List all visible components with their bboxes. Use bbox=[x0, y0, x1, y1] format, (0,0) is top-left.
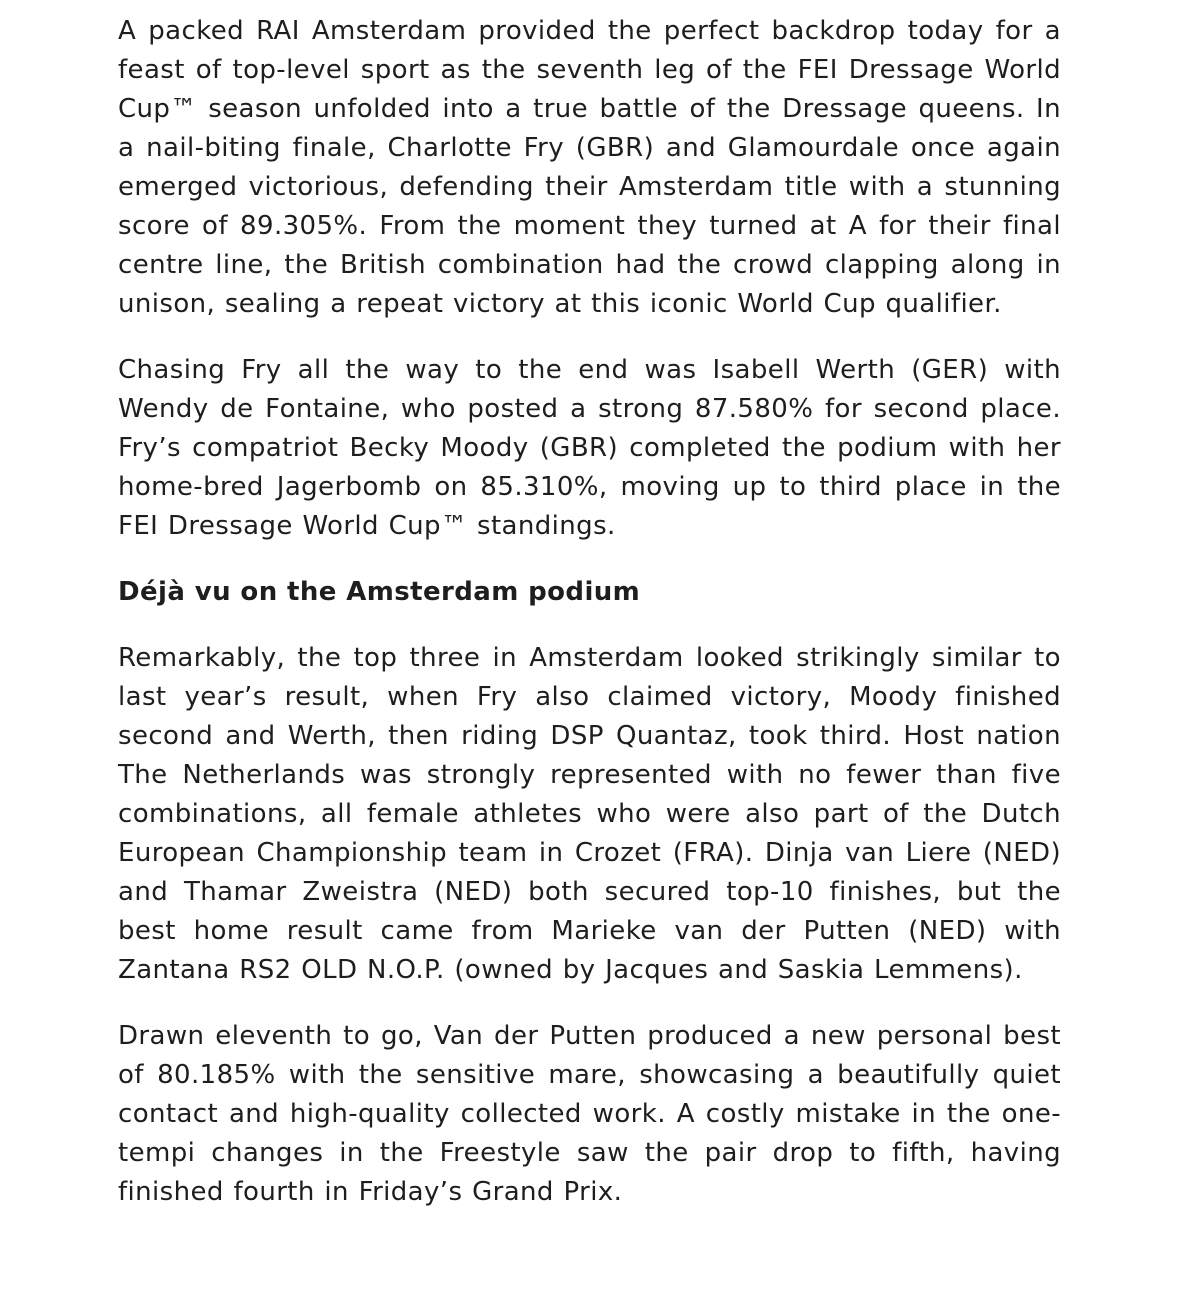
paragraph-intro-2: Chasing Fry all the way to the end was Isabell Werth (GER) with Wendy de Fontaine, who posted a strong 87.580% for second place. Fry’s compatriot Becky Moody (GBR) completed the podium with her home-bred Jagerbomb on 85.310%, moving up to third place in the FEI Dressage World Cup™ standings. bbox=[118, 355, 1061, 541]
section-heading: Déjà vu on the Amsterdam podium bbox=[118, 577, 641, 607]
paragraph-body-1: Remarkably, the top three in Amsterdam looked strikingly similar to last year’s result, when Fry also claimed victory, Moody finished second and Werth, then riding DSP Quantaz, took third. Host nation The Netherlands was strongly represented with no fewer than five combinations, all female athletes who were also part of the Dutch European Championship team in Crozet (FRA). Dinja van Liere (NED) and Thamar Zweistra (NED) both secured top-10 finishes, but the best home result came from Marieke van der Putten (NED) with Zantana RS2 OLD N.O.P. (owned by Jacques and Saskia Lemmens). bbox=[118, 643, 1061, 985]
paragraph-intro-1: A packed RAI Amsterdam provided the perfect backdrop today for a feast of top-level sport as the seventh leg of the FEI Dressage World Cup™ season unfolded into a true battle of the Dressage queens. In a nail-biting finale, Charlotte Fry (GBR) and Glamourdale once again emerged victorious, defending their Amsterdam title with a stunning score of 89.305%. From the moment they turned at A for their final centre line, the British combination had the crowd clapping along in unison, sealing a repeat victory at this iconic World Cup qualifier. bbox=[118, 16, 1061, 319]
paragraph-body-2: Drawn eleventh to go, Van der Putten produced a new personal best of 80.185% with the sensitive mare, showcasing a beautifully quiet contact and high-quality collected work. A costly mistake in the one-tempi changes in the Freestyle saw the pair drop to fifth, having finished fourth in Friday’s Grand Prix. bbox=[118, 1021, 1061, 1207]
article-body bbox=[118, 12, 1061, 1239]
